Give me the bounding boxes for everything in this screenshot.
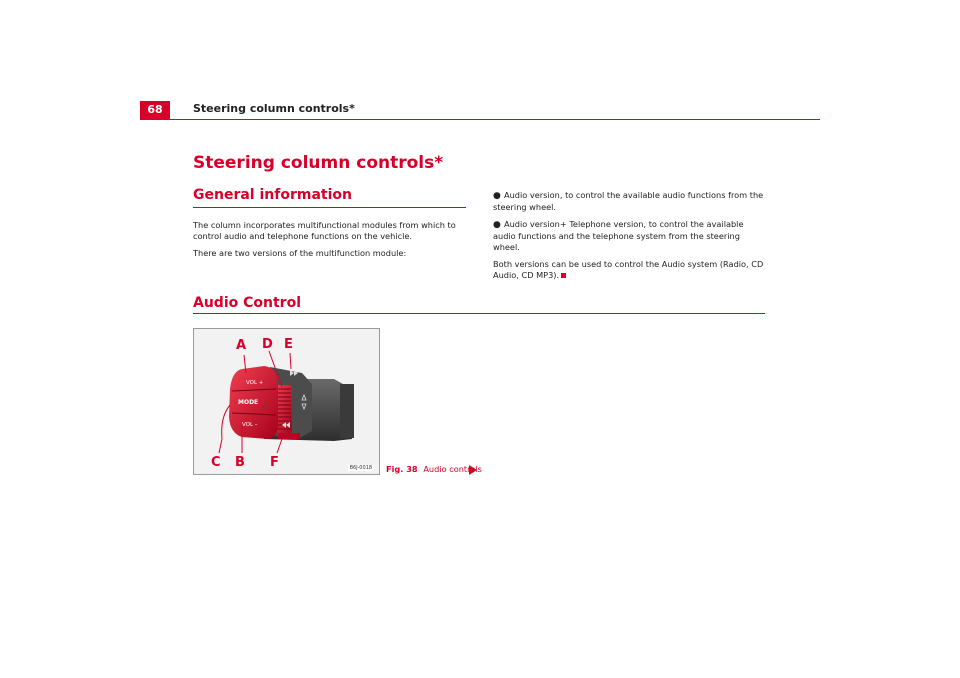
continue-arrow-icon xyxy=(469,465,477,475)
figure-code: B6J-0018 xyxy=(349,465,372,471)
callout-a: A xyxy=(236,338,247,353)
bullet-icon: ● xyxy=(493,191,501,201)
vol-up-label: VOL + xyxy=(246,380,264,386)
vol-down-label: VOL – xyxy=(242,422,258,428)
heading-rule-general xyxy=(193,207,466,208)
running-title: Steering column controls* xyxy=(193,102,355,115)
figure-caption-text: Audio controls xyxy=(423,464,482,474)
heading-audio-control: Audio Control xyxy=(193,295,301,311)
general-paragraph-1: The column incorporates multifunctional modules from which to control audio and telephone functions on the vehicle. xyxy=(193,220,456,241)
figure-caption xyxy=(386,464,482,474)
callout-d: D xyxy=(262,337,273,352)
callout-b: B xyxy=(235,455,245,470)
section-title: Steering column controls* xyxy=(193,153,444,173)
mode-label: MODE xyxy=(238,399,259,406)
bullet-item-audio xyxy=(493,190,765,213)
general-text xyxy=(193,220,463,265)
callout-f: F xyxy=(270,455,279,470)
page-number: 68 xyxy=(140,101,170,119)
versions-text xyxy=(493,190,765,287)
header-rule xyxy=(140,119,820,120)
bullet-item-audio-telephone xyxy=(493,219,765,253)
general-paragraph-2: There are two versions of the multifunction module: xyxy=(193,248,407,258)
versions-note xyxy=(493,259,765,281)
end-of-section-icon xyxy=(561,273,566,278)
audio-controls-figure xyxy=(193,328,380,475)
callout-c: C xyxy=(211,455,221,470)
bullet-icon: ● xyxy=(493,220,501,230)
heading-general-information: General information xyxy=(193,187,352,203)
callout-e: E xyxy=(284,337,293,352)
audio-controls-illustration xyxy=(194,329,379,474)
versions-note-text: Both versions can be used to control the Audio system (Radio, CD Audio, CD MP3). xyxy=(493,259,764,280)
bullet-text-audio: Audio version, to control the available audio functions from the steering wheel. xyxy=(493,190,764,212)
figure-caption-label: Fig. 38 xyxy=(386,464,418,474)
heading-rule-audio xyxy=(193,313,765,314)
bullet-text-audio-telephone: Audio version+ Telephone version, to control the available audio functions and the telephone system from the steering wheel. xyxy=(493,219,744,252)
